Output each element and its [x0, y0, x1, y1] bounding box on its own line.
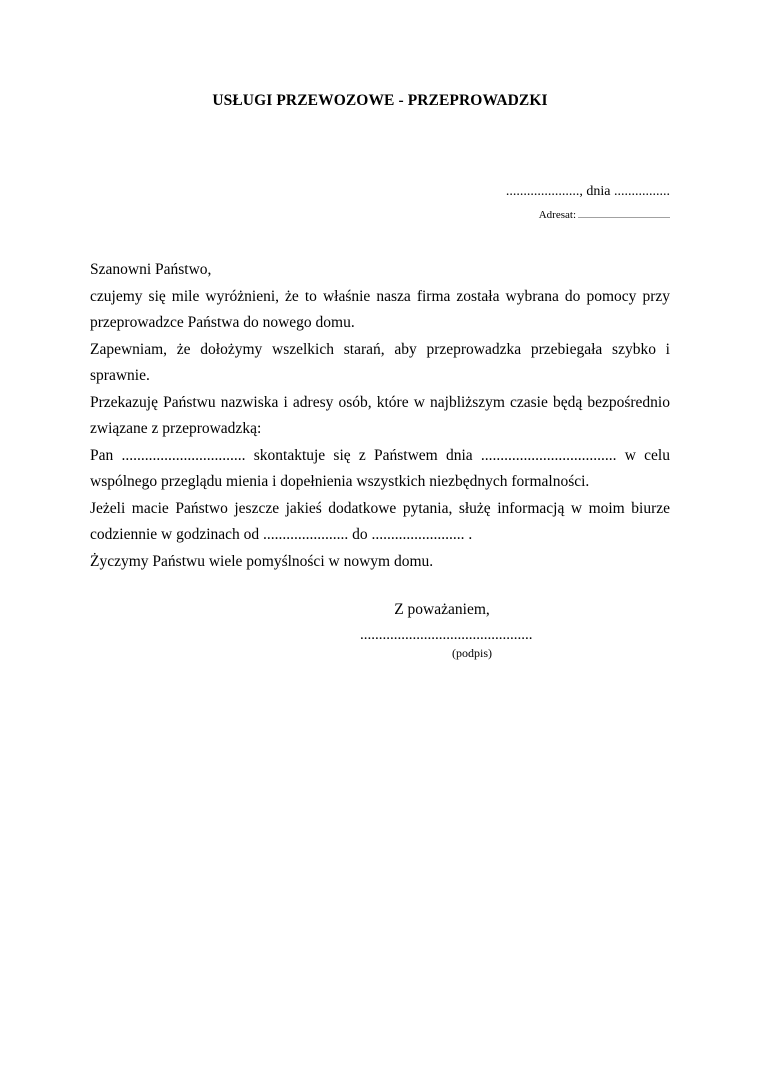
greeting: Szanowni Państwo,: [90, 261, 212, 278]
paragraph-questions: Jeżeli macie Państwo jeszcze jakieś dodatkowe pytania, służę informacją w moim biurze codziennie w godzinach od ...................... do ........................ .: [90, 499, 670, 543]
adresat-line: [539, 209, 670, 221]
paragraph-thanks: czujemy się mile wyróżnieni, że to właśnie nasza firma została wybrana do pomocy przy przeprowadzce Państwa do nowego domu.: [90, 287, 670, 331]
adresat-dots: ..............................................: [576, 211, 670, 220]
paragraph-wishes: Życzymy Państwu wiele pomyślności w nowym domu.: [90, 552, 434, 570]
paragraph-contact-person: Pan ................................ skontaktuje się z Państwem dnia ................................... w celu wspólnego przeglądu mienia i dopełnienia wszystkich niezbędnych formalności.: [90, 446, 670, 490]
closing-salutation: Z poważaniem,: [394, 601, 490, 618]
paragraph-assurance: Zapewniam, że dołożymy wszelkich starań, aby przeprowadzka przebiegała szybko i sprawnie.: [90, 340, 670, 384]
signature-label: (podpis): [452, 646, 492, 660]
document-title: USŁUGI PRZEWOZOWE - PRZEPROWADZKI: [212, 92, 548, 109]
adresat-label: Adresat:: [538, 209, 576, 221]
letter-body: [90, 257, 670, 575]
signature-line: ..............................................: [360, 627, 533, 643]
paragraph-contacts: Przekazuję Państwu nazwiska i adresy osób, które w najbliższym czasie będą bezpośrednio związane z przeprowadzką:: [90, 393, 670, 437]
place-date-line: ....................., dnia ................: [505, 184, 670, 199]
